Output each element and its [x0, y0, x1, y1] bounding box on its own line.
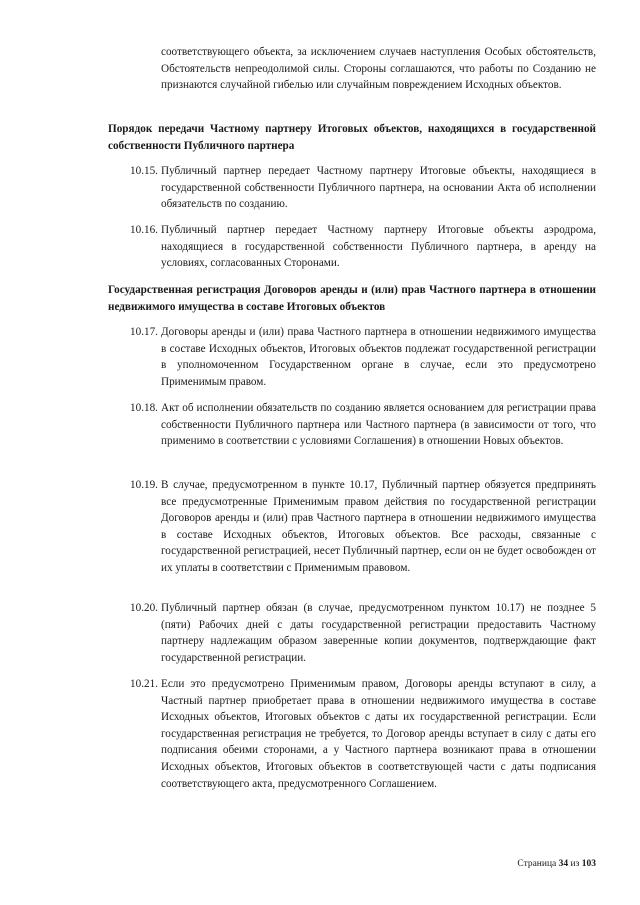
clause-text: В случае, предусмотренном в пункте 10.17, Публичный партнер обязуется предпринять все предусмотренные Применимым правом действия по государственной регистрации Договоров аренды и (или) прав Частного партнера в отношении недвижимого имущества в составе Исходных объектов, Итоговых объектов. Все расходы, связанные с государственной регистрацией, несет Публичный партнер, если он не будет освобожден от их уплаты в соответствии с Применимым правовом.	[161, 479, 596, 574]
continuation-paragraph: соответствующего объекта, за исключением случаев наступления Особых обстоятельств, Обстоятельств непреодолимой силы. Стороны соглашаются, что работы по Созданию не признаются случайной гибелью или случайным повреждением Исходных объектов.	[161, 46, 596, 92]
clause-number: 10.15.	[130, 165, 158, 177]
clause-text: Если это предусмотрено Применимым правом, Договоры аренды вступают в силу, а Частный партнер приобретает права в отношении недвижимого имущества в составе Исходных объектов, Итоговых объектов с даты их государственной регистрации. Если государственная регистрация не требуется, то Договор аренды вступает в силу с даты его подписания обеими сторонами, а у Частного партнера возникают права в отношении Исходных объектов, Итоговых объектов в соответствующей части с даты подписания соответствующего акта, предусмотренного Соглашением.	[161, 678, 596, 790]
clause-text: Акт об исполнении обязательств по созданию является основанием для регистрации права собственности Публичного партнера или Частного партнера (в зависимости от того, что применимо в соответствии с условиями Соглашения) в отношении Новых объектов.	[161, 402, 596, 448]
clause-number: 10.19.	[130, 479, 158, 491]
clause-text: Публичный партнер передает Частному партнеру Итоговые объекты, находящиеся в государственной собственности Публичного партнера, на основании Акта об исполнении обязательств по созданию.	[161, 165, 596, 211]
clause-text: Договоры аренды и (или) права Частного партнера в отношении недвижимого имущества в составе Исходных объектов, Итоговых объектов подлежат государственной регистрации в уполномоченном Государственном органе в случае, если это предусмотрено Применимым правом.	[161, 326, 596, 388]
clause-text: Публичный партнер передает Частному партнеру Итоговые объекты аэродрома, находящиеся в государственной собственности Публичного партнера, в аренду на условиях, согласованных Сторонами.	[161, 224, 596, 270]
page-label: Страница	[517, 859, 557, 869]
clause-number: 10.17.	[130, 326, 158, 338]
clause-number: 10.16.	[130, 224, 158, 236]
page-current: 34	[558, 859, 569, 869]
clause-text: Публичный партнер обязан (в случае, предусмотренном пунктом 10.17) не позднее 5 (пяти) Рабочих дней с даты государственной регистрации предоставить Частному партнеру надлежащим образом заверенные копии документов, подтверждающие факт государственной регистрации.	[161, 602, 596, 664]
page-separator: из	[570, 859, 580, 869]
page-footer	[470, 858, 596, 870]
clause-number: 10.18.	[130, 402, 158, 414]
page-total: 103	[581, 859, 596, 869]
clause-number: 10.20.	[130, 602, 158, 614]
clause-number: 10.21.	[130, 678, 158, 690]
section-heading-transfer: Порядок передачи Частному партнеру Итоговых объектов, находящихся в государственной собственности Публичного партнера	[108, 123, 596, 152]
section-heading-registration: Государственная регистрация Договоров аренды и (или) прав Частного партнера в отношении недвижимого имущества в составе Итоговых объектов	[108, 284, 596, 313]
